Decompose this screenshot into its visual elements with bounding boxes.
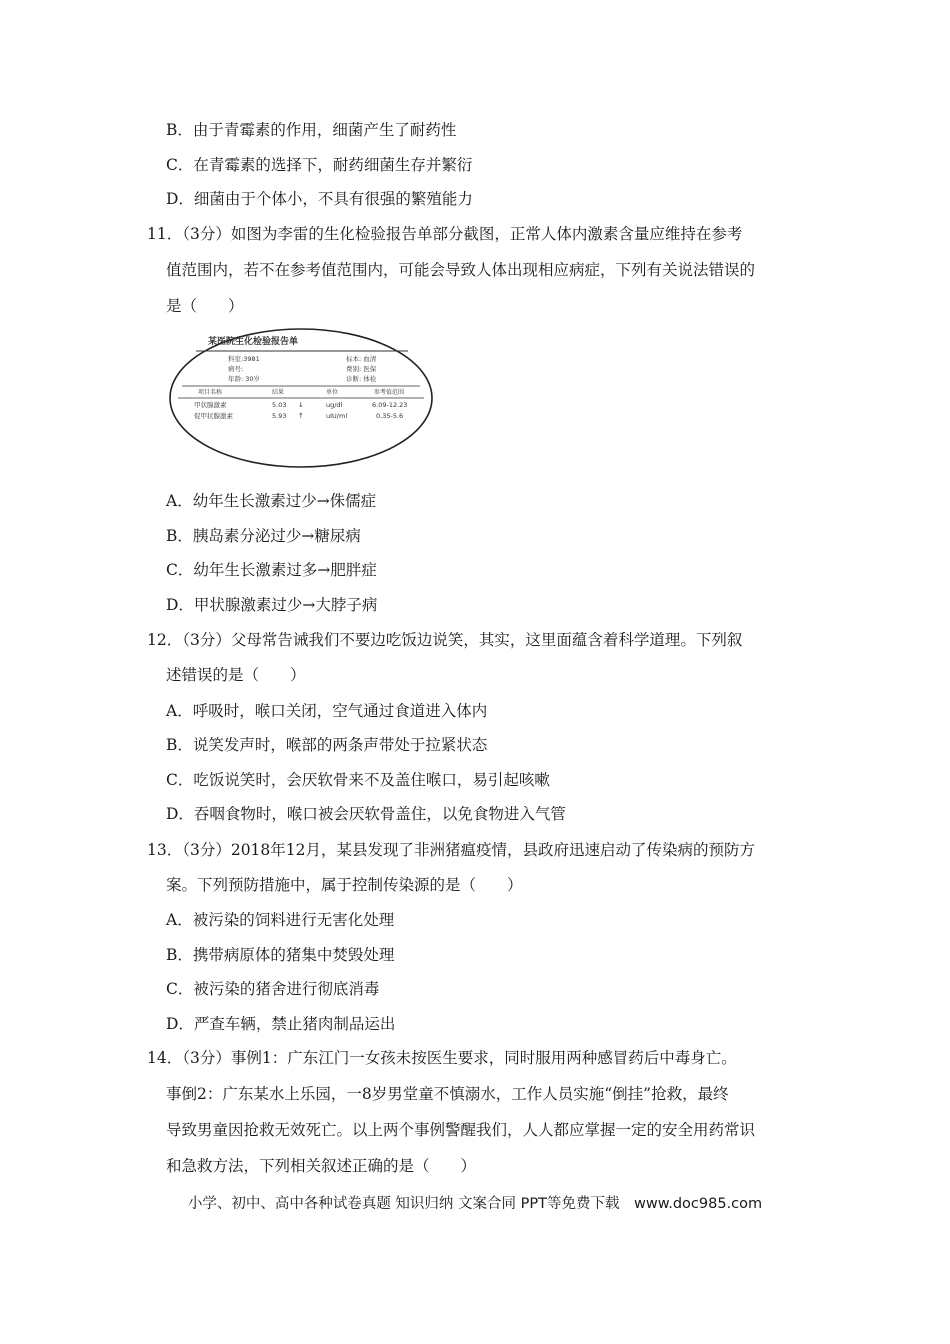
q12-option-b: B．说笑发声时，喉部的两条声带处于拉紧状态 — [166, 736, 488, 754]
q14-stem-line3: 导致男童因抢救无效死亡。以上两个事例警醒我们，人人都应掌握一定的安全用药常识 — [166, 1121, 756, 1139]
q13-stem-line1: 13．（3分）2018年12月，某县发现了非洲猪瘟疫情，县政府迅速启动了传染病的预防方 — [147, 841, 756, 859]
q12-option-c: C．吃饭说笑时，会厌软骨来不及盖住喉口，易引起咳嗽 — [166, 771, 550, 789]
q13-option-d: D．严查车辆，禁止猪肉制品运出 — [166, 1015, 396, 1033]
q11-option-b: B．胰岛素分泌过少→糖尿病 — [166, 527, 361, 545]
page-footer: 小学、初中、高中各种试卷真题 知识归纳 文案合同 PPT等免费下载 www.doc985.com — [187, 1196, 763, 1212]
report-row1-unit: ug/dl — [326, 401, 343, 409]
report-row1-value: 5.03 — [272, 401, 287, 409]
q12-option-a: A．呼吸时，喉口关闭，空气通过食道进入体内 — [166, 702, 488, 720]
q12-option-d: D．吞咽食物时，喉口被会厌软骨盖住，以免食物进入气管 — [166, 805, 566, 823]
q12-stem-line1: 12．（3分）父母常告诫我们不要边吃饭边说笑，其实，这里面蕴含着科学道理。下列叙 — [147, 631, 743, 649]
q11-stem-line2: 值范围内，若不在参考值范围内，可能会导致人体出现相应病症，下列有关说法错误的 — [166, 261, 756, 279]
report-header-range: 参考值范围 — [374, 389, 405, 396]
report-diagnosis: 诊断: 体检 — [346, 375, 377, 383]
q12-stem-line2: 述错误的是（ ） — [166, 666, 306, 684]
report-title: 某医院生化检验报告单 — [208, 337, 299, 347]
report-row2-unit: uIU/ml — [326, 412, 348, 420]
q14-stem-line4: 和急救方法，下列相关叙述正确的是（ ） — [166, 1157, 477, 1175]
q11-stem-line1: 11．（3分）如图为李雷的生化检验报告单部分截图，正常人体内激素含量应维持在参考 — [147, 225, 743, 243]
q10-option-d: D．细菌由于个体小，不具有很强的繁殖能力 — [166, 190, 473, 208]
report-row1-name: 甲状腺激素 — [194, 401, 227, 409]
q10-option-b: B．由于青霉素的作用，细菌产生了耐药性 — [166, 121, 457, 139]
report-row2-value: 5.93 — [272, 412, 287, 420]
report-age: 年龄: 30岁 — [228, 375, 261, 383]
q14-stem-line2: 事倒2：广东某水上乐园，一8岁男堂童不慎溺水，工作人员实施“倒挂”抢救，最终 — [166, 1085, 729, 1103]
q13-option-c: C．被污染的猪舍进行彻底消毒 — [166, 980, 380, 998]
report-row2-flag: ↑ — [298, 412, 304, 420]
report-row2-name: 促甲状腺激素 — [194, 412, 233, 420]
report-row1-range: 6.09-12.23 — [372, 401, 408, 409]
q11-stem-line3: 是（ ） — [166, 297, 244, 315]
report-row2-range: 0.35-5.6 — [376, 412, 404, 420]
q14-stem-line1: 14．（3分）事例1：广东江门一女孩未按医生要求，同时服用两种感冒药后中毒身亡。 — [147, 1049, 737, 1067]
q13-stem-line2: 案。下列预防措施中，属于控制传染源的是（ ） — [166, 876, 523, 894]
report-row1-flag: ↓ — [298, 401, 304, 409]
report-header-item: 项目名称 — [198, 389, 223, 396]
report-header-result: 结果 — [272, 389, 285, 396]
q11-option-a: A．幼年生长激素过少→侏儒症 — [166, 492, 377, 510]
q13-option-a: A．被污染的饲料进行无害化处理 — [166, 911, 395, 929]
q11-option-d: D．甲状腺激素过少→大脖子病 — [166, 596, 378, 614]
report-sample: 标本: 血清 — [346, 355, 377, 363]
q13-option-b: B．携带病原体的猪集中焚毁处理 — [166, 946, 395, 964]
report-dept: 科室:3981 — [228, 355, 260, 363]
report-header-unit: 单位 — [326, 389, 339, 396]
report-patient-no: 病号: — [228, 365, 244, 373]
lab-report-image — [168, 327, 434, 469]
q10-option-c: C．在青霉素的选择下，耐药细菌生存并繁衍 — [166, 156, 473, 174]
report-fee: 费别: 医保 — [346, 365, 377, 373]
q11-option-c: C．幼年生长激素过多→肥胖症 — [166, 561, 377, 579]
